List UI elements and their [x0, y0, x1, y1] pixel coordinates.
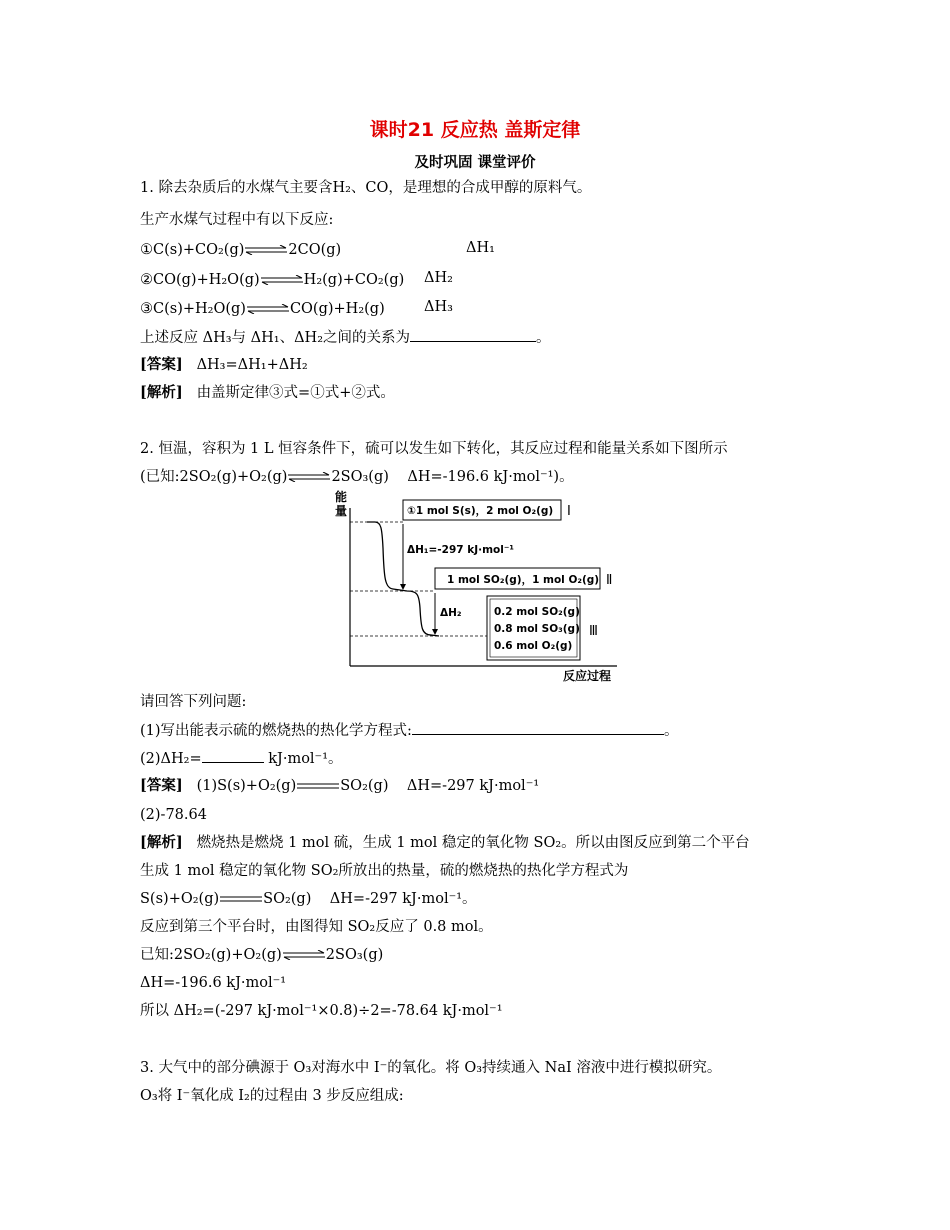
q2-analysis-line1 [140, 833, 750, 853]
q3-stem-line2: O₃将 I⁻氧化成 I₂的过程由 3 步反应组成: [140, 1088, 404, 1104]
dh2-label: ΔH₂ [440, 607, 462, 619]
q1-r3-right: CO(g)+H₂(g) [289, 301, 385, 317]
dh1-label: ΔH₁=-297 kJ·mol⁻¹ [407, 544, 515, 556]
state-box-1-roman: Ⅰ [567, 504, 571, 519]
q2-prompt: 请回答下列问题: [140, 694, 247, 710]
q1-reaction-2 [140, 270, 404, 290]
answer-label: [答案] [140, 777, 183, 794]
q1-r2-left: ②CO(g)+H₂O(g) [140, 272, 260, 288]
equilibrium-arrow-icon [282, 950, 326, 960]
q2-answer1-right: SO₂(g) ΔH=-297 kJ·mol⁻¹ [340, 778, 540, 794]
q1-analysis [140, 383, 395, 403]
q2-sub1-text: (1)写出能表示硫的燃烧热的热化学方程式: [140, 723, 412, 739]
equilibrium-arrow-icon [260, 275, 304, 285]
q1-question-end: 。 [536, 330, 551, 346]
equals-sign-icon [296, 781, 340, 791]
analysis-label: [解析] [140, 384, 183, 401]
answer-blank[interactable] [410, 327, 536, 342]
q1-stem-line1: 1. 除去杂质后的水煤气主要含H₂、CO，是理想的合成甲醇的原料气。 [140, 180, 592, 196]
q1-r1-right: 2CO(g) [288, 242, 342, 258]
state-box-3-line-2: 0.8 mol SO₃(g) [494, 623, 580, 635]
equilibrium-arrow-icon [246, 304, 290, 314]
answer-label: [答案] [140, 356, 183, 373]
q2-stem2-right: 2SO₃(g) ΔH=-196.6 kJ·mol⁻¹)。 [331, 469, 574, 485]
answer-blank[interactable] [202, 748, 264, 763]
q2-sub2-left: (2)ΔH₂= [140, 751, 202, 767]
x-axis-label: 反应过程 [563, 669, 612, 683]
q1-answer-text: ΔH₃=ΔH₁+ΔH₂ [196, 357, 308, 373]
q2-analysis-line6: ΔH=-196.6 kJ·mol⁻¹ [140, 975, 287, 991]
energy-diagram [327, 488, 627, 685]
q1-reaction-3 [140, 299, 385, 319]
q2-stem2-left: (已知:2SO₂(g)+O₂(g) [140, 469, 288, 485]
state-box-1-text: ①1 mol S(s)，2 mol O₂(g) [407, 505, 554, 517]
q2-analysis-line2: 生成 1 mol 稳定的氧化物 SO₂所放出的热量，硫的燃烧热的热化学方程式为 [140, 863, 629, 879]
q1-r2-dh: ΔH₂ [424, 270, 453, 286]
state-box-3-line-3: 0.6 mol O₂(g) [494, 640, 573, 652]
q1-question-text: 上述反应 ΔH₃与 ΔH₁、ΔH₂之间的关系为 [140, 330, 411, 346]
q2-sub2-right: kJ·mol⁻¹。 [263, 751, 343, 767]
q2-sub1-end: 。 [663, 723, 679, 739]
page-title: 课时21 反应热 盖斯定律 [369, 119, 581, 141]
q3-stem-line1: 3. 大气中的部分碘源于 O₃对海水中 I⁻的氧化。将 O₃持续通入 NaI 溶液中进行模拟研究。 [140, 1060, 722, 1076]
equilibrium-arrow-icon [287, 472, 331, 482]
answer-blank[interactable] [412, 720, 664, 735]
dh2-arrowhead [432, 629, 438, 635]
section-subtitle: 及时巩固 课堂评价 [414, 155, 536, 171]
q1-reaction-1 [140, 240, 341, 260]
q1-r3-dh: ΔH₃ [424, 299, 453, 315]
q2-answer1-left: (1)S(s)+O₂(g) [196, 778, 297, 794]
state-box-3-line-1: 0.2 mol SO₂(g) [494, 606, 580, 618]
q1-r2-right: H₂(g)+CO₂(g) [303, 272, 405, 288]
q2-analysis5-left: 已知:2SO₂(g)+O₂(g) [140, 947, 282, 963]
q1-question [140, 327, 551, 348]
q2-analysis1-text: 燃烧热是燃烧 1 mol 硫，生成 1 mol 稳定的氧化物 SO₂。所以由图反应到第二个平台 [196, 835, 750, 851]
q1-r1-dh: ΔH₁ [466, 240, 495, 256]
q2-analysis-line3 [140, 889, 477, 909]
state-box-2-roman: Ⅱ [606, 573, 613, 588]
q1-r1-left: ①C(s)+CO₂(g) [140, 242, 245, 258]
state-box-3-roman: Ⅲ [589, 624, 598, 639]
q2-analysis-line4: 反应到第三个平台时，由图得知 SO₂反应了 0.8 mol。 [140, 919, 493, 935]
y-axis-label-1: 能 [335, 490, 348, 504]
analysis-label: [解析] [140, 834, 183, 851]
q2-analysis5-right: 2SO₃(g) [325, 947, 384, 963]
q2-answer-line2: (2)-78.64 [140, 807, 207, 823]
equilibrium-arrow-icon [244, 245, 288, 255]
q1-r3-left: ③C(s)+H₂O(g) [140, 301, 246, 317]
q2-stem-line1: 2. 恒温，容积为 1 L 恒容条件下，硫可以发生如下转化，其反应过程和能量关系如下图所示 [140, 441, 728, 457]
equals-sign-icon [219, 894, 263, 904]
q2-analysis-line5 [140, 945, 383, 965]
y-axis-label-2: 量 [335, 504, 348, 518]
q2-sub2 [140, 748, 343, 769]
q1-answer [140, 355, 308, 375]
q1-analysis-text: 由盖斯定律③式=①式+②式。 [196, 385, 395, 401]
q2-analysis3-left: S(s)+O₂(g) [140, 891, 220, 907]
q2-stem-line2 [140, 467, 574, 487]
state-box-2-text: 1 mol SO₂(g)，1 mol O₂(g) [447, 574, 600, 586]
q2-analysis-line7: 所以 ΔH₂=(-297 kJ·mol⁻¹×0.8)÷2=-78.64 kJ·mol⁻¹ [140, 1003, 503, 1019]
q2-analysis3-right: SO₂(g) ΔH=-297 kJ·mol⁻¹。 [263, 891, 477, 907]
q2-sub1 [140, 720, 678, 741]
dh1-arrowhead [400, 584, 406, 590]
q2-answer-line1 [140, 776, 539, 796]
q1-stem-line2: 生产水煤气过程中有以下反应: [140, 212, 334, 228]
